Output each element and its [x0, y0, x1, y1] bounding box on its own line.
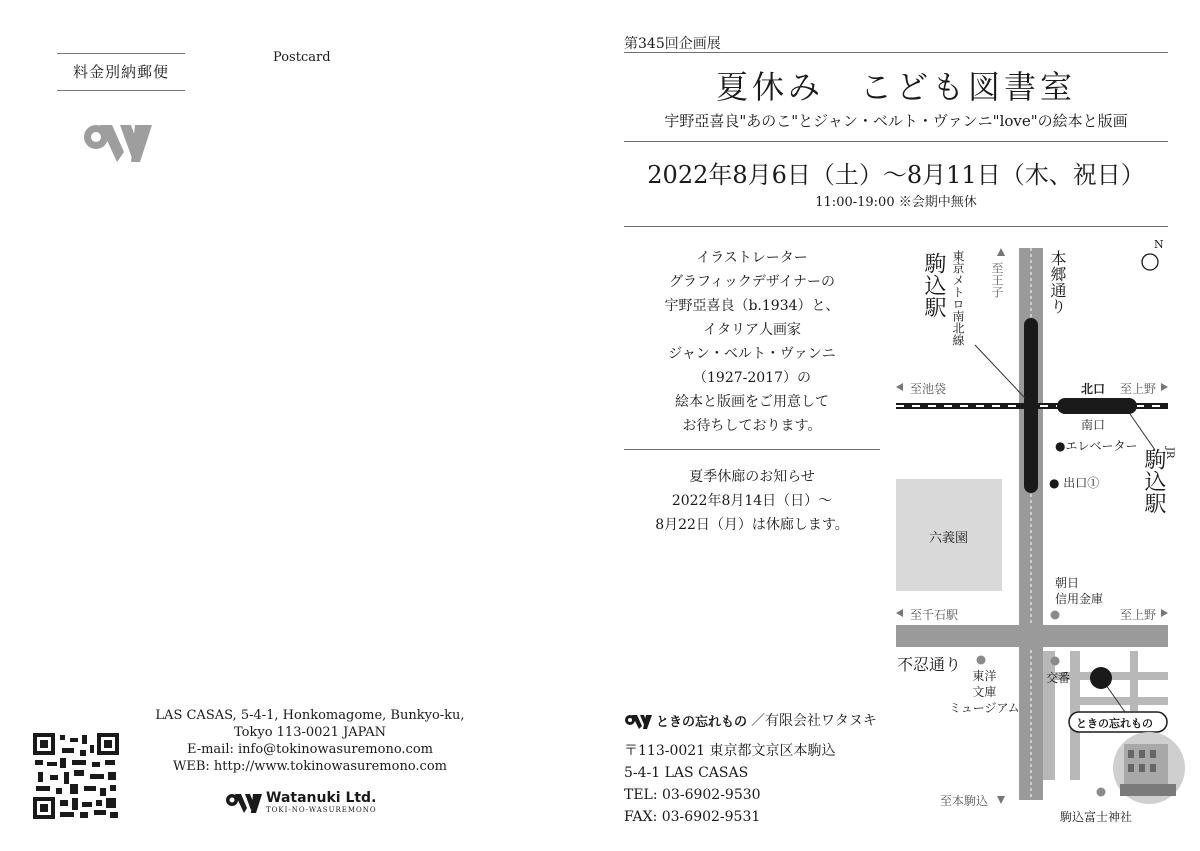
gallery-label: ときの忘れもの [1076, 717, 1153, 730]
intro-line: グラフィックデザイナーの [669, 274, 835, 290]
gallery-location-mark [1090, 667, 1112, 689]
postage-stamp-box: 料金別納郵便 [57, 53, 185, 91]
to-ueno-label: 至上野 [1120, 382, 1157, 396]
to-ueno-label-2: 至上野 [1120, 608, 1157, 622]
metro-station-mark [1024, 318, 1038, 493]
shinobazu-road [896, 625, 1168, 647]
arrow-left-icon [896, 609, 903, 617]
intro-line: お待ちしております。 [682, 418, 822, 434]
contact-line: 〒113-0021 東京都文京区本駒込 [624, 743, 836, 759]
arrow-down-icon [997, 796, 1005, 804]
elevator-label: ●エレベーター [1055, 439, 1138, 453]
brand-sub: TOKI-NO-WASUREMONO [266, 806, 377, 814]
intro-line: イタリア人画家 [703, 322, 801, 338]
exhibition-number: 第345回企画展 [624, 36, 721, 52]
komagome-metro-label: 駒込駅 [921, 252, 946, 318]
shinobazu-label: 不忍通り [897, 655, 962, 674]
contact-line: 5-4-1 LAS CASAS [624, 765, 749, 781]
toyo-bunko-label: 東洋 文庫 ミュージアム [949, 669, 1020, 715]
metro-line-label: 東京メトロ南北線 [951, 250, 965, 346]
exhibition-hours: 11:00-19:00 ※会期中無休 [815, 195, 977, 210]
address-line: LAS CASAS, 5-4-1, Honkomagome, Bunkyo-ku, [155, 708, 465, 723]
jr-label: JR [1164, 447, 1175, 459]
email-line[interactable]: E-mail: info@tokinowasuremono.com [186, 742, 433, 757]
arrow-left-icon [896, 383, 903, 391]
to-oji-label: 至王子 [990, 262, 1004, 298]
rikugien-label: 六義園 [929, 531, 969, 546]
gallery-building-image [1113, 732, 1185, 804]
to-sengoku-label: 至千石駅 [910, 608, 959, 622]
exhibition-subtitle: 宇野亞喜良"あのこ"とジャン・ベルト・ヴァンニ"love"の絵本と版画 [664, 112, 1128, 130]
notice-line: 夏季休廊のお知らせ [689, 469, 815, 485]
intro-line: ジャン・ベルト・ヴァンニ [668, 346, 836, 362]
intro-line: 宇野亞喜良（b.1934）と、 [664, 298, 840, 314]
intro-line: 絵本と版画をご用意して [675, 394, 829, 410]
to-ikebukuro-label: 至池袋 [910, 382, 947, 396]
contact-line: FAX: 03-6902-9531 [624, 809, 761, 825]
north-compass-icon [1142, 254, 1158, 270]
exhibition-title: 夏休み こども図書室 [715, 68, 1076, 106]
company-name: ／有限会社ワタヌキ [751, 713, 877, 729]
exhibition-dates: 2022年8月6日（土）〜8月11日（木、祝日） [647, 161, 1145, 189]
kitaguchi-label: 北口 [1081, 382, 1106, 396]
asahi-bank-label: 朝日 信用金庫 [1055, 576, 1104, 606]
north-label: N [1154, 238, 1164, 251]
notice-line: 2022年8月14日（日）〜 [671, 493, 833, 509]
brand-name: Watanuki Ltd. [266, 790, 377, 806]
to-honkomagome-label: 至本駒込 [940, 794, 989, 808]
company-logo-text: ときの忘れもの [656, 714, 748, 730]
web-line[interactable]: WEB: http://www.tokinowasuremono.com [173, 759, 447, 774]
arrow-up-icon [997, 248, 1005, 256]
postcard-label: Postcard [273, 50, 331, 65]
koban-label: 交番 [1046, 671, 1071, 685]
contact-line: TEL: 03-6902-9530 [624, 787, 761, 803]
komagome-jr-label: 駒込駅 [1141, 448, 1166, 514]
exit1-label: ● 出口① [1049, 476, 1100, 490]
notice-line: 8月22日（月）は休廊します。 [655, 517, 849, 533]
jr-station-mark [1057, 398, 1137, 414]
address-line: Tokyo 113-0021 JAPAN [233, 725, 386, 740]
minamiguchi-label: 南口 [1081, 418, 1106, 432]
intro-line: イラストレーター [696, 250, 808, 266]
arrow-right-icon [1161, 609, 1168, 617]
hongo-dori-label: 本郷通り [1048, 250, 1067, 314]
arrow-right-icon [1161, 383, 1168, 391]
intro-line: （1927-2017）の [693, 370, 811, 386]
fuji-shrine-label: 駒込富士神社 [1060, 810, 1133, 824]
